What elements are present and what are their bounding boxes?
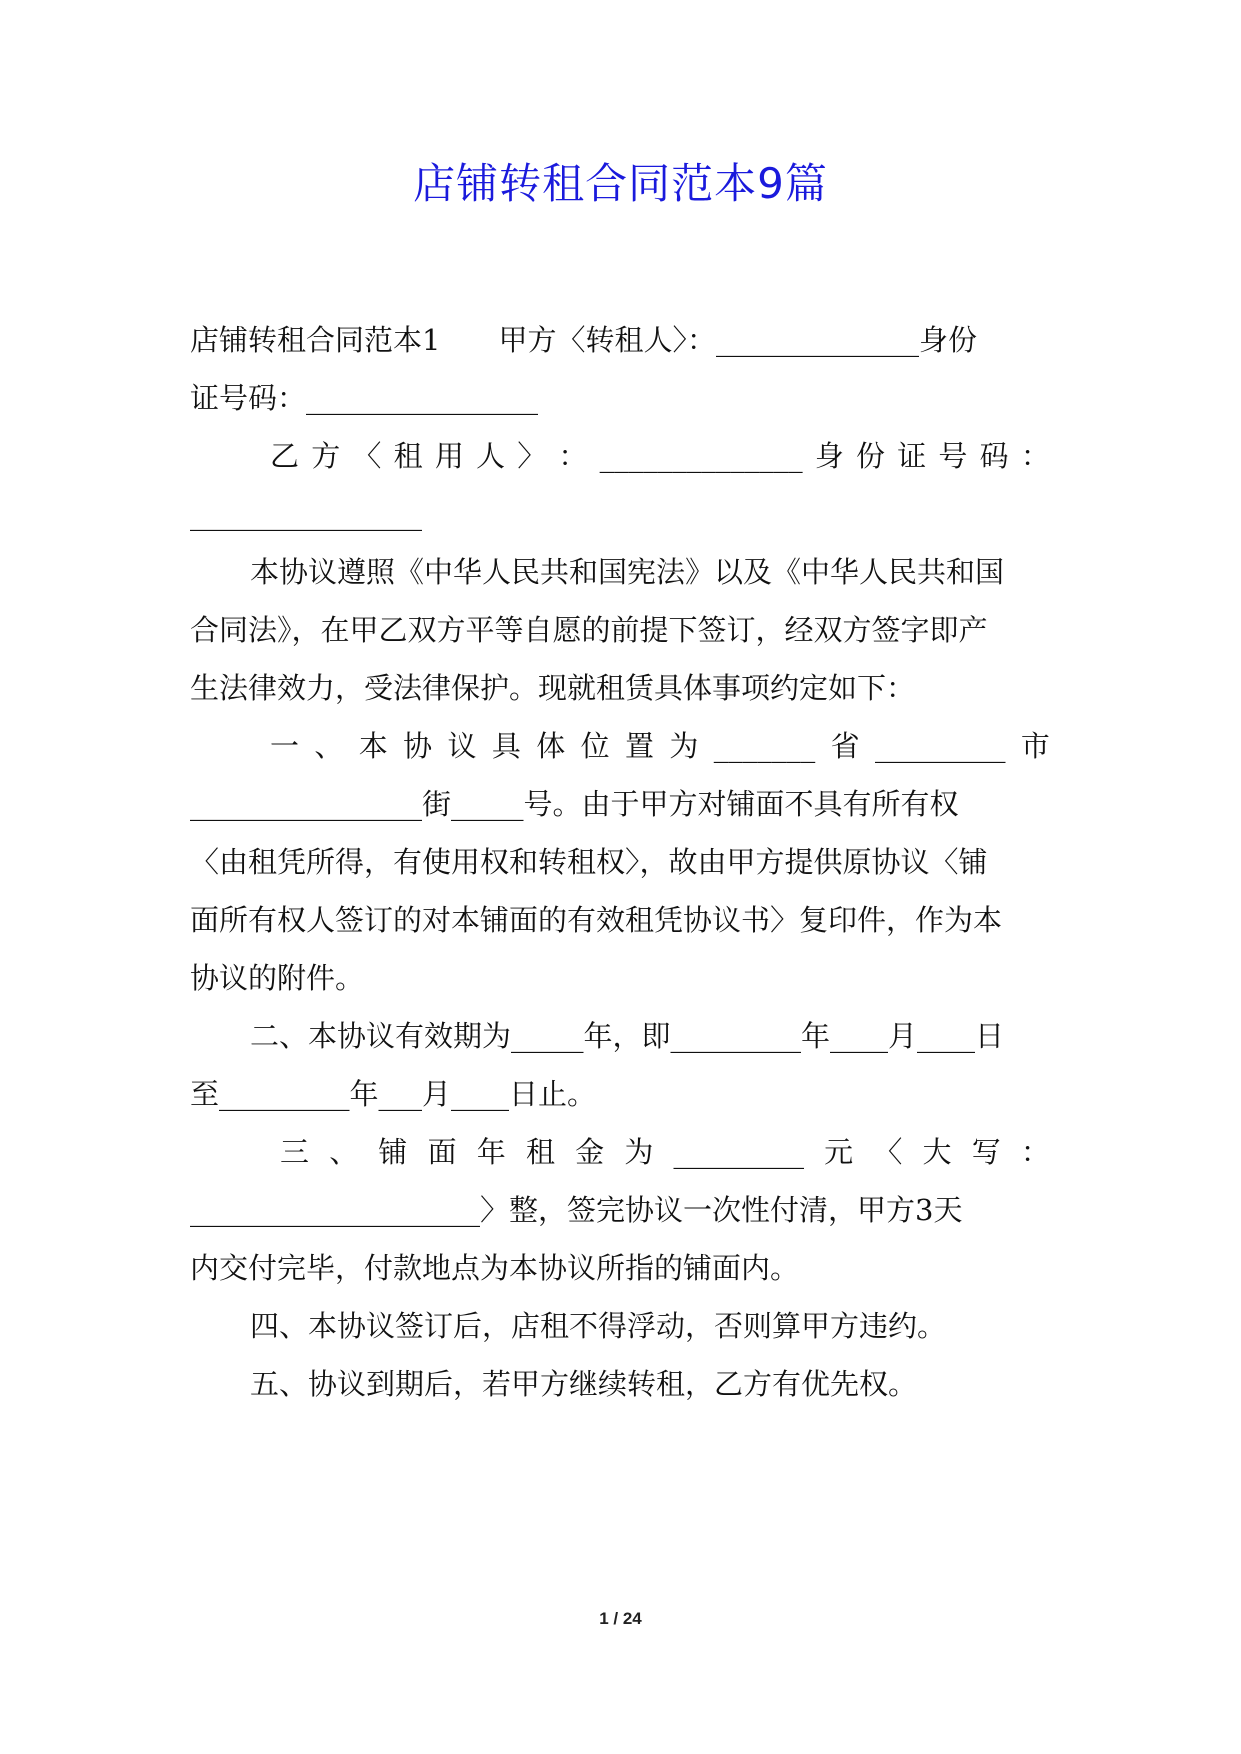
text-line: 四、本协议签订后，店租不得浮动，否则算甲方违约。	[250, 1309, 947, 1343]
page-number: 1 / 24	[599, 1609, 642, 1628]
text-line: 生法律效力，受法律保护。现就租赁具体事项约定如下：	[190, 671, 916, 705]
document-title: 店铺转租合同范本9篇	[413, 159, 828, 208]
text-line: 五、协议到期后，若甲方继续转租，乙方有优先权。	[250, 1367, 918, 1401]
text-line: 内交付完毕，付款地点为本协议所指的铺面内。	[190, 1251, 800, 1285]
text-line-justified: 乙 方 〈 租 用 人 〉 ： ______________ 身 份 证 号 码 ：	[270, 439, 1050, 473]
text-line: ________________	[190, 497, 422, 531]
text-line-justified: 三 、 铺 面 年 租 金 为 _________ 元 〈 大 写 ：	[280, 1135, 1050, 1169]
text-line: 二、本协议有效期为_____年，即_________年____月____日	[250, 1019, 1005, 1053]
text-line: 店铺转租合同范本1 甲方〈转租人〉：______________身份	[190, 323, 977, 357]
text-line: ____________________〉整，签完协议一次性付清，甲方3天	[190, 1193, 963, 1227]
text-line: 至_________年___月____日止。	[190, 1077, 597, 1111]
text-line: ________________街_____号。由于甲方对铺面不具有所有权	[190, 787, 959, 821]
text-line: 〈由租凭所得，有使用权和转租权〉，故由甲方提供原协议〈铺	[190, 845, 988, 879]
text-line: 证号码：________________	[190, 381, 539, 415]
text-line: 本协议遵照《中华人民共和国宪法》以及《中华人民共和国	[250, 555, 1005, 589]
text-line: 协议的附件。	[190, 961, 365, 995]
text-line: 面所有权人签订的对本铺面的有效租凭协议书〉复印件，作为本	[190, 903, 1003, 937]
text-line: 合同法》，在甲乙双方平等自愿的前提下签订，经双方签字即产	[190, 613, 988, 647]
text-line-justified: 一 、 本 协 议 具 体 位 置 为 _______ 省 _________ 市	[270, 729, 1050, 763]
